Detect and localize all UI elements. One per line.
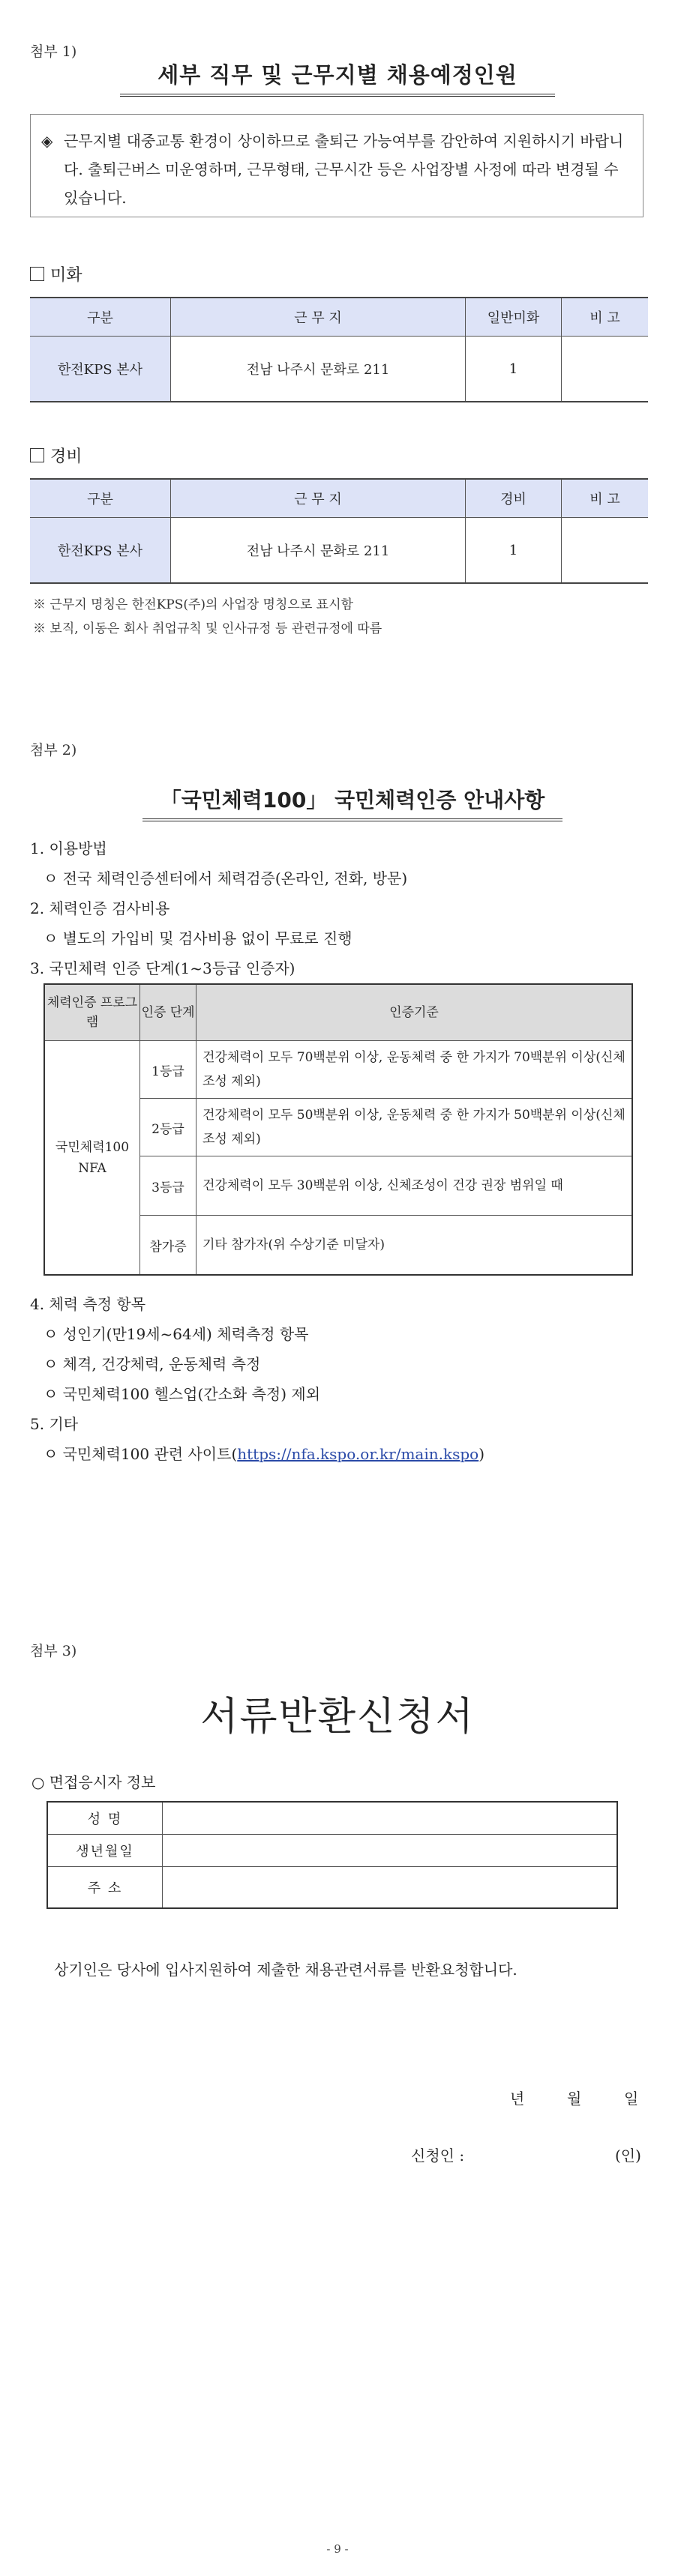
criteria-cell: 건강체력이 모두 70백분위 이상, 운동체력 중 한 가지가 70백분위 이상(신체조성 제외) bbox=[196, 1041, 633, 1099]
info-line: 4. 체력 측정 항목 bbox=[30, 1295, 146, 1313]
info-line: ㅇ 전국 체력인증센터에서 체력검증(온라인, 전화, 방문) bbox=[44, 869, 408, 887]
site-line bbox=[44, 1442, 484, 1464]
table-cell bbox=[562, 518, 649, 584]
page-number: - 9 - bbox=[326, 2542, 349, 2556]
attachment-3-title: 서류반환신청서 bbox=[200, 1695, 475, 1740]
level-cell: 3등급 bbox=[140, 1156, 196, 1216]
table-header: 근 무 지 bbox=[171, 479, 466, 518]
date-day: 일 bbox=[624, 2090, 639, 2108]
attachment-2-title: 「국민체력100」 국민체력인증 안내사항 bbox=[142, 784, 562, 821]
attachment-3-label: 첨부 3) bbox=[30, 1643, 77, 1659]
table-cell: 전남 나주시 문화로 211 bbox=[171, 337, 466, 402]
checkbox-icon bbox=[30, 267, 44, 281]
checkbox-icon bbox=[30, 448, 44, 462]
field-label: 생년월일 bbox=[47, 1835, 163, 1867]
table-header: 인증기준 bbox=[196, 984, 633, 1041]
name-field[interactable] bbox=[163, 1802, 618, 1835]
section-security-heading bbox=[30, 444, 82, 467]
table-header: 일반미화 bbox=[466, 298, 562, 337]
criteria-cell: 건강체력이 모두 50백분위 이상, 운동체력 중 한 가지가 50백분위 이상(신체조성 제외) bbox=[196, 1099, 633, 1156]
info-line: ㅇ 국민체력100 헬스업(간소화 측정) 제외 bbox=[44, 1385, 321, 1403]
site-prefix: ㅇ 국민체력100 관련 사이트( bbox=[44, 1445, 238, 1463]
table-header: 체력인증 프로그램 bbox=[44, 984, 140, 1041]
applicant-info-table bbox=[46, 1801, 618, 1909]
level-cell: 1등급 bbox=[140, 1041, 196, 1099]
section-cleaning-heading bbox=[30, 262, 82, 286]
note-line: ※ 보직, 이동은 회사 취업규칙 및 인사규정 등 관련규정에 따름 bbox=[33, 621, 382, 636]
birthdate-field[interactable] bbox=[163, 1835, 618, 1867]
table-cell: 한전KPS 본사 bbox=[30, 337, 171, 402]
site-link[interactable]: https://nfa.kspo.or.kr/main.kspo bbox=[237, 1445, 479, 1463]
cleaning-table bbox=[30, 297, 648, 402]
table-header: 구분 bbox=[30, 479, 171, 518]
info-line: 2. 체력인증 검사비용 bbox=[30, 899, 170, 917]
program-cell: 국민체력100 NFA bbox=[44, 1041, 140, 1276]
address-field[interactable] bbox=[163, 1867, 618, 1909]
table-cell bbox=[562, 337, 649, 402]
security-table bbox=[30, 478, 648, 584]
date-month: 월 bbox=[567, 2090, 582, 2108]
attachment-2-label: 첨부 2) bbox=[30, 742, 77, 758]
table-header: 비 고 bbox=[562, 479, 649, 518]
table-header: 근 무 지 bbox=[171, 298, 466, 337]
section-cleaning-title: 미화 bbox=[50, 266, 82, 285]
attachment-1-label: 첨부 1) bbox=[30, 43, 77, 60]
info-line: ㅇ 체격, 건강체력, 운동체력 측정 bbox=[44, 1355, 261, 1373]
table-cell: 한전KPS 본사 bbox=[30, 518, 171, 584]
table-header: 인증 단계 bbox=[140, 984, 196, 1041]
date-year: 년 bbox=[510, 2090, 525, 2108]
info-line: 1. 이용방법 bbox=[30, 839, 107, 857]
fitness-certification-table bbox=[44, 983, 633, 1276]
level-cell: 참가증 bbox=[140, 1216, 196, 1276]
table-cell: 1 bbox=[466, 518, 562, 584]
table-header: 구분 bbox=[30, 298, 171, 337]
return-request-statement: 상기인은 당사에 입사지원하여 제출한 채용관련서류를 반환요청합니다. bbox=[54, 1961, 518, 1979]
notice-box bbox=[30, 114, 644, 217]
level-cell: 2등급 bbox=[140, 1099, 196, 1156]
diamond-bullet-icon: ◈ bbox=[41, 132, 53, 150]
section-security-title: 경비 bbox=[50, 447, 82, 466]
table-cell: 1 bbox=[466, 337, 562, 402]
seal-mark: (인) bbox=[615, 2147, 641, 2165]
table-header: 경비 bbox=[466, 479, 562, 518]
note-line: ※ 근무지 명칭은 한전KPS(주)의 사업장 명칭으로 표시함 bbox=[33, 597, 353, 612]
table-header: 비 고 bbox=[562, 298, 649, 337]
applicant-label: 신청인 : bbox=[411, 2147, 465, 2165]
notice-text: 근무지별 대중교통 환경이 상이하므로 출퇴근 가능여부를 감안하여 지원하시기 바랍니다. 출퇴근버스 미운영하며, 근무형태, 근무시간 등은 사업장별 사정에 따라 변경될 수 있습니다. bbox=[64, 132, 624, 207]
field-label: 성 명 bbox=[47, 1802, 163, 1835]
info-line: 5. 기타 bbox=[30, 1415, 79, 1433]
criteria-cell: 기타 참가자(위 수상기준 미달자) bbox=[196, 1216, 633, 1276]
info-line: ㅇ 별도의 가입비 및 검사비용 없이 무료로 진행 bbox=[44, 929, 352, 947]
info-line: 3. 국민체력 인증 단계(1~3등급 인증자) bbox=[30, 959, 296, 977]
criteria-cell: 건강체력이 모두 30백분위 이상, 신체조성이 건강 권장 범위일 때 bbox=[196, 1156, 633, 1216]
site-suffix: ) bbox=[478, 1445, 485, 1463]
field-label: 주 소 bbox=[47, 1867, 163, 1909]
info-line: ㅇ 성인기(만19세~64세) 체력측정 항목 bbox=[44, 1325, 309, 1343]
applicant-info-heading: ○ 면접응시자 정보 bbox=[32, 1773, 156, 1791]
attachment-1-title: 세부 직무 및 근무지별 채용예정인원 bbox=[120, 58, 555, 97]
table-cell: 전남 나주시 문화로 211 bbox=[171, 518, 466, 584]
